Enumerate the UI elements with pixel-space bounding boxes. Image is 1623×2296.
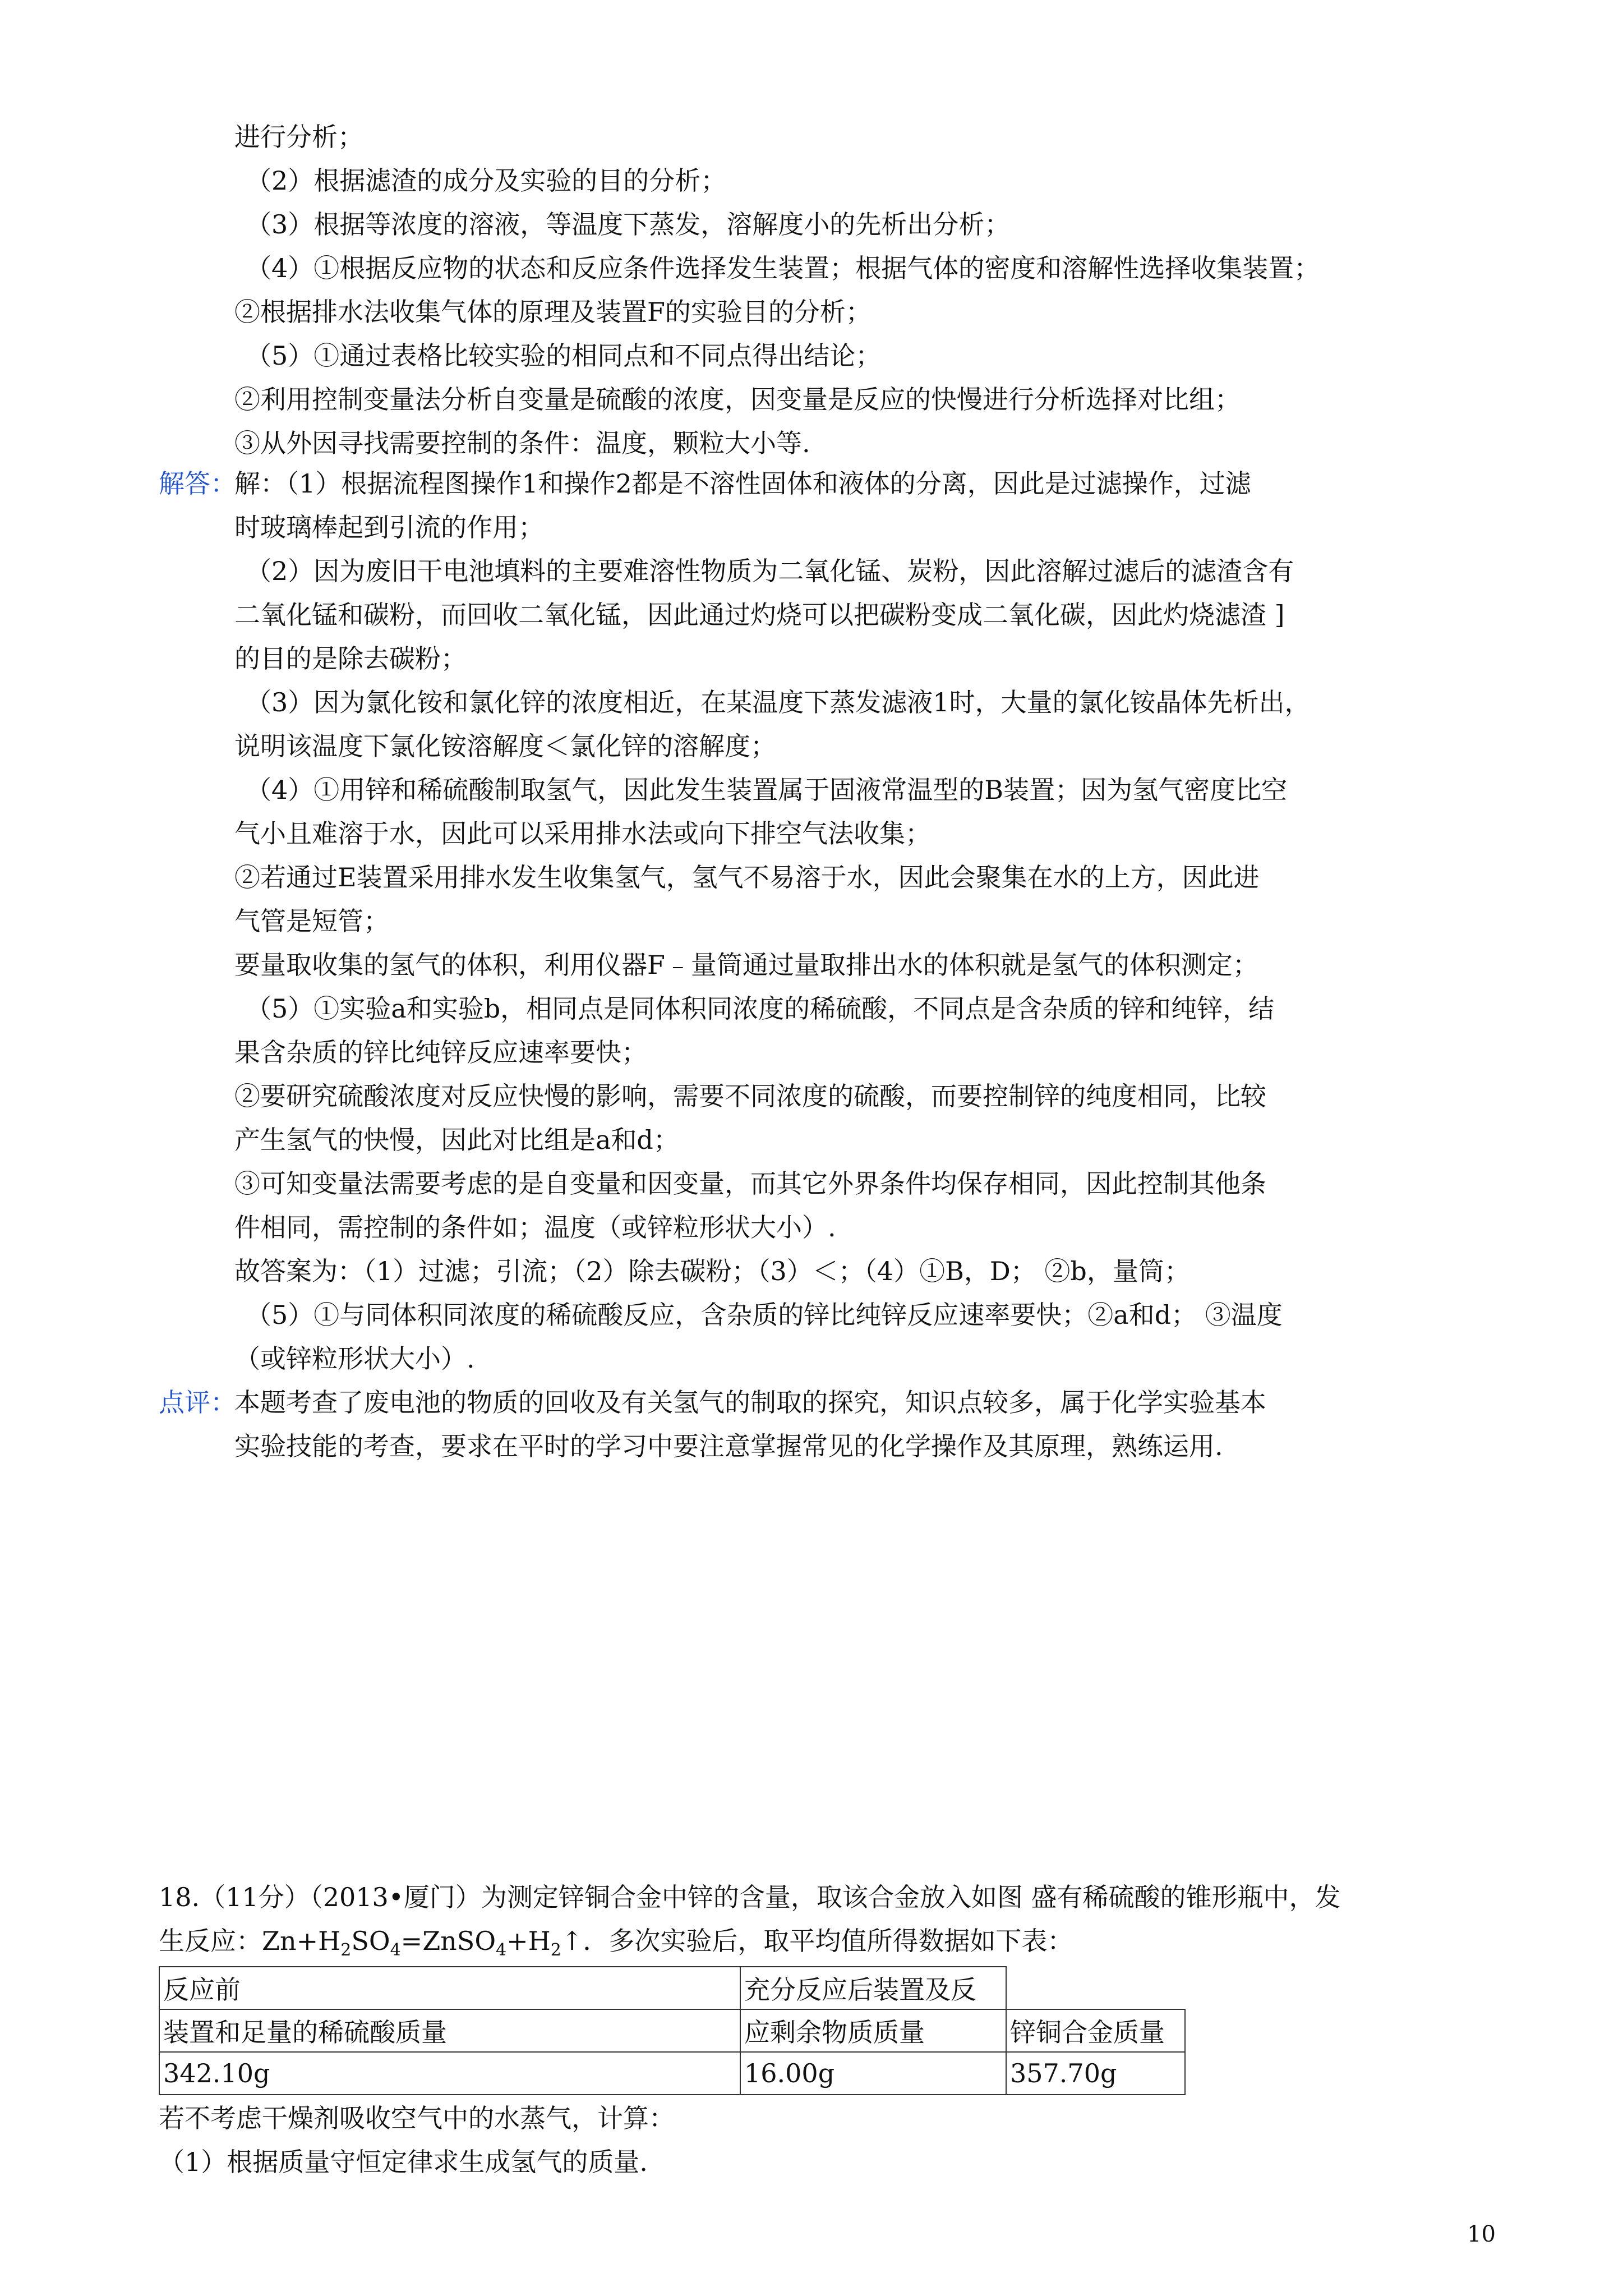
question-equation-line (159, 1923, 1073, 1968)
table-cell: 16.00g (740, 2052, 1006, 2095)
equation-text: 生反应：Zn+H (159, 1926, 341, 1956)
analysis-line: ②根据排水法收集气体的原理及装置F的实验目的分析； (234, 297, 872, 327)
data-table (159, 1966, 1186, 2095)
answer-line: （2）因为废旧干电池填料的主要难溶性物质为二氧化锰、炭粉，因此溶解过滤后的滤渣含有 (246, 556, 1294, 586)
answer-line: （5）①实验a和实验b，相同点是同体积同浓度的稀硫酸，不同点是含杂质的锌和纯锌，结 (246, 993, 1275, 1024)
answer-line: ②若通过E装置采用排水发生收集氢气，氢气不易溶于水，因此会聚集在水的上方，因此进 (234, 862, 1260, 892)
answer-line: 时玻璃棒起到引流的作用； (234, 512, 544, 542)
equation-text: SO (351, 1926, 390, 1956)
table-row (159, 2052, 1185, 2095)
analysis-line: ②利用控制变量法分析自变量是硫酸的浓度，因变量是反应的快慢进行分析选择对比组； (234, 384, 1241, 415)
equation-subscript: 4 (390, 1940, 401, 1961)
analysis-line: （5）①通过表格比较实验的相同点和不同点得出结论； (246, 341, 882, 371)
analysis-line: （4）①根据反应物的状态和反应条件选择发生装置；根据气体的密度和溶解性选择收集装置； (246, 253, 1320, 283)
equation-subscript: 2 (340, 1940, 352, 1961)
analysis-line: （3）根据等浓度的溶液，等温度下蒸发，溶解度小的先析出分析； (246, 209, 1011, 240)
page-number: 10 (1467, 2221, 1496, 2247)
answer-line: （3）因为氯化铵和氯化锌的浓度相近，在某温度下蒸发滤液1时，大量的氯化铵晶体先析出， (246, 687, 1311, 717)
equation-subscript: 4 (496, 1940, 507, 1961)
equation-text: ↑．多次实验后，取平均值所得数据如下表： (561, 1926, 1073, 1956)
answer-line: 二氧化锰和碳粉，而回收二氧化锰，因此通过灼烧可以把碳粉变成二氧化碳，因此灼烧滤渣 ] (234, 600, 1285, 630)
comment-line: 本题考查了废电池的物质的回收及有关氢气的制取的探究，知识点较多，属于化学实验基本 (234, 1387, 1266, 1418)
answer-line: 的目的是除去碳粉； (234, 643, 467, 674)
question-line: 若不考虑干燥剂吸收空气中的水蒸气，计算： (159, 2103, 675, 2133)
table-cell: 装置和足量的稀硫酸质量 (159, 2009, 740, 2052)
answer-line: （或锌粒形状大小）. (234, 1343, 475, 1374)
equation-text: =ZnSO (400, 1926, 496, 1956)
answer-line: （5）①与同体积同浓度的稀硫酸反应，含杂质的锌比纯锌反应速率要快；②a和d； ③温度 (246, 1300, 1283, 1330)
analysis-line: 进行分析； (234, 122, 363, 152)
table-row (159, 1967, 1185, 2009)
table-cell: 342.10g (159, 2052, 740, 2095)
equation-text: +H (506, 1926, 551, 1956)
answer-line: ③可知变量法需要考虑的是自变量和因变量，而其它外界条件均保存相同，因此控制其他条 (234, 1168, 1266, 1199)
answer-line: （4）①用锌和稀硫酸制取氢气，因此发生装置属于固液常温型的B装置；因为氢气密度比空 (246, 775, 1288, 805)
table-cell-empty (1006, 1967, 1185, 2009)
equation-subscript: 2 (550, 1940, 561, 1961)
answer-line: 要量取收集的氢气的体积，利用仪器F﹣量筒通过量取排出水的体积就是氢气的体积测定； (234, 950, 1258, 980)
table-cell: 充分反应后装置及反 (740, 1967, 1006, 2009)
analysis-line: （2）根据滤渣的成分及实验的目的分析； (246, 165, 727, 196)
table-row (159, 2009, 1185, 2052)
table-cell: 反应前 (159, 1967, 740, 2009)
table-cell: 应剩余物质质量 (740, 2009, 1006, 2052)
question-line: （1）根据质量守恒定律求生成氢气的质量. (159, 2147, 648, 2177)
analysis-line: ③从外因寻找需要控制的条件：温度，颗粒大小等. (234, 428, 810, 458)
answer-line: 故答案为：（1）过滤；引流；（2）除去碳粉；（3）＜；（4）①B，D； ②b，量筒； (234, 1256, 1190, 1286)
answer-line: 解：（1）根据流程图操作1和操作2都是不溶性固体和液体的分离，因此是过滤操作，过滤 (234, 468, 1251, 499)
answer-line: 说明该温度下氯化铵溶解度＜氯化锌的溶解度； (234, 731, 776, 761)
answer-label: 解答： (159, 468, 236, 499)
answer-line: 果含杂质的锌比纯锌反应速率要快； (234, 1037, 647, 1068)
answer-line: 件相同，需控制的条件如；温度（或锌粒形状大小）. (234, 1212, 836, 1243)
answer-line: 产生氢气的快慢，因此对比组是a和d； (234, 1125, 679, 1155)
comment-label: 点评： (159, 1387, 236, 1418)
question-line: 18.（11分）（2013•厦门）为测定锌铜合金中锌的含量，取该合金放入如图 盛有稀硫酸的锥形瓶中，发 (159, 1882, 1341, 1912)
answer-line: 气管是短管； (234, 906, 389, 936)
answer-line: 气小且难溶于水，因此可以采用排水法或向下排空气法收集； (234, 818, 931, 849)
table-cell: 357.70g (1006, 2052, 1185, 2095)
table-cell: 锌铜合金质量 (1006, 2009, 1185, 2052)
answer-line: ②要研究硫酸浓度对反应快慢的影响，需要不同浓度的硫酸，而要控制锌的纯度相同，比较 (234, 1081, 1266, 1111)
comment-line: 实验技能的考查，要求在平时的学习中要注意掌握常见的化学操作及其原理，熟练运用. (234, 1431, 1223, 1461)
